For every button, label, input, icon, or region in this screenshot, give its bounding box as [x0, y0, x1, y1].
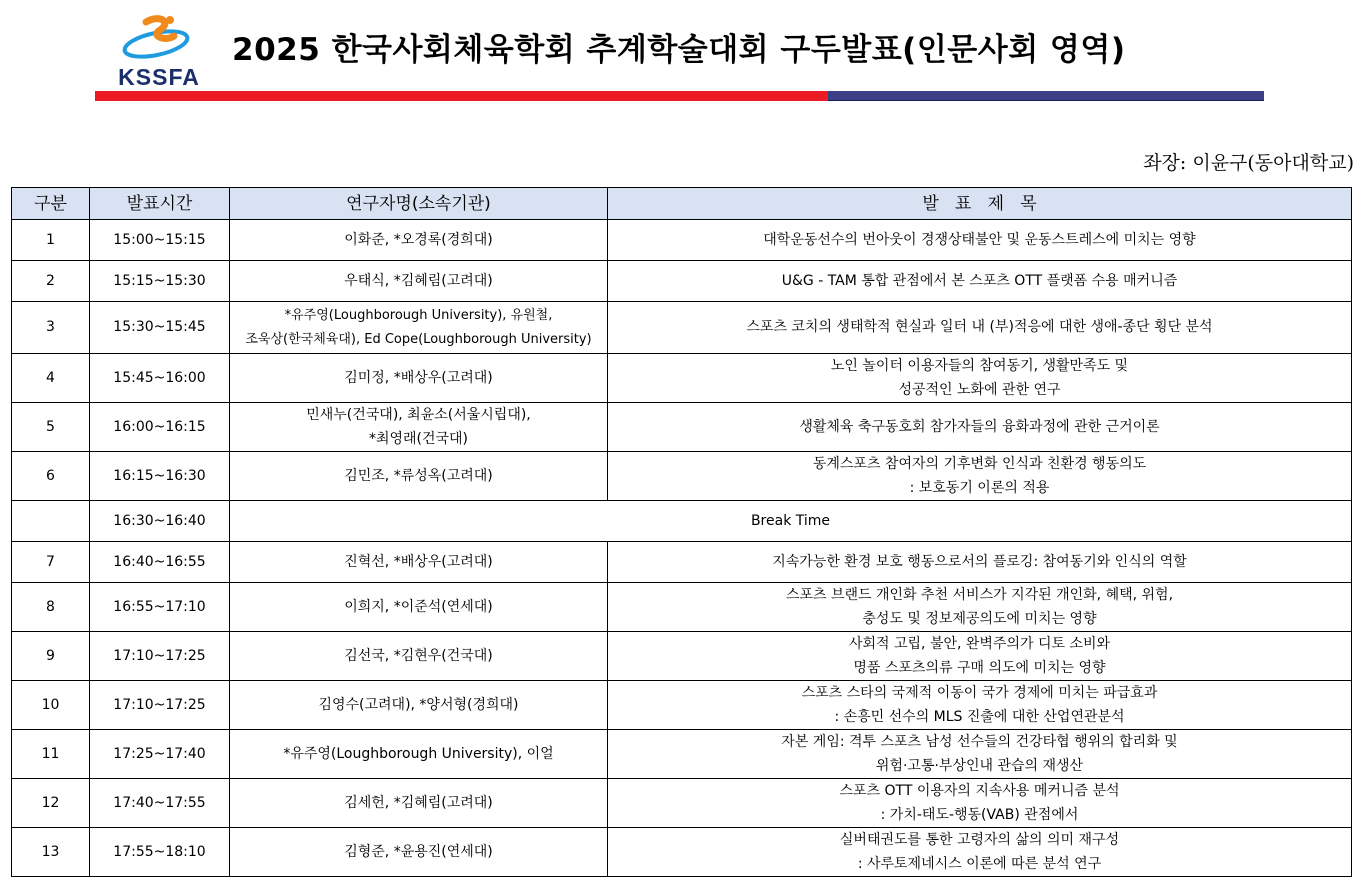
cell-authors-line: 이희지, *이준석(연세대) — [344, 598, 493, 615]
header-authors: 연구자명(소속기관) — [230, 188, 608, 220]
cell-title-line: 생활체육 축구동호회 참가자들의 융화과정에 관한 근거이론 — [799, 418, 1160, 435]
cell-time — [90, 452, 230, 501]
cell-title-line: : 보호동기 이론의 적용 — [909, 480, 1050, 496]
cell-time-line: 16:00~16:15 — [113, 418, 206, 435]
cell-no — [12, 501, 90, 542]
table-header-row — [12, 188, 1352, 220]
header-time: 발표시간 — [90, 188, 230, 220]
cell-authors — [230, 828, 608, 877]
cell-authors-line: 김미정, *배상우(고려대) — [344, 369, 493, 386]
cell-no-line: 6 — [46, 467, 55, 484]
cell-title — [608, 730, 1352, 779]
cell-authors-line: 이화준, *오경록(경희대) — [344, 231, 493, 248]
cell-no — [12, 452, 90, 501]
cell-no-line: 11 — [41, 745, 60, 762]
cell-authors-line: 김민조, *류성옥(고려대) — [344, 467, 493, 484]
cell-title-line: : 사루토제네시스 이론에 따른 분석 연구 — [857, 856, 1102, 872]
cell-title — [608, 220, 1352, 261]
cell-title-line: 자본 게임: 격투 스포츠 남성 선수들의 건강타협 행위의 합리화 및 — [781, 734, 1178, 750]
cell-authors — [230, 583, 608, 632]
cell-no — [12, 828, 90, 877]
header-no: 구분 — [12, 188, 90, 220]
cell-time-line: 16:55~17:10 — [113, 598, 206, 615]
cell-time-line: 17:55~18:10 — [113, 843, 206, 860]
cell-authors — [230, 452, 608, 501]
cell-title — [608, 779, 1352, 828]
cell-time-line: 15:00~15:15 — [113, 231, 206, 248]
cell-time-line: 17:10~17:25 — [113, 647, 206, 664]
cell-authors — [230, 302, 608, 354]
cell-time — [90, 302, 230, 354]
cell-authors-line: *유주영(Loughborough University), 유원철, — [284, 307, 553, 323]
cell-time-line: 17:40~17:55 — [113, 794, 206, 811]
cell-time — [90, 403, 230, 452]
cell-authors — [230, 220, 608, 261]
cell-break-line: Break Time — [750, 512, 831, 529]
cell-authors-line: 김형준, *윤용진(연세대) — [344, 843, 493, 860]
cell-no — [12, 220, 90, 261]
cell-title-line: 노인 놀이터 이용자들의 참여동기, 생활만족도 및 — [830, 358, 1129, 374]
cell-time — [90, 730, 230, 779]
cell-authors-line: 김선국, *김현우(건국대) — [344, 647, 493, 664]
header-title: 발 표 제 목 — [608, 188, 1352, 220]
cell-time-line: 15:15~15:30 — [113, 272, 206, 289]
cell-authors — [230, 730, 608, 779]
cell-no — [12, 302, 90, 354]
cell-authors — [230, 261, 608, 302]
cell-title-line: 명품 스포츠의류 구매 의도에 미치는 영향 — [853, 660, 1106, 676]
cell-title — [608, 403, 1352, 452]
cell-no — [12, 261, 90, 302]
table-row — [12, 220, 1352, 261]
cell-authors — [230, 632, 608, 681]
cell-title-line: : 손흥민 선수의 MLS 진출에 대한 산업연관분석 — [834, 709, 1125, 725]
table-row — [12, 730, 1352, 779]
cell-no-line: 8 — [46, 598, 55, 615]
cell-no — [12, 632, 90, 681]
table-row — [12, 354, 1352, 403]
cell-authors — [230, 681, 608, 730]
cell-time — [90, 583, 230, 632]
table-row — [12, 501, 1352, 542]
cell-title-line: 실버태권도를 통한 고령자의 삶의 의미 재구성 — [839, 832, 1120, 848]
cell-title — [608, 542, 1352, 583]
cell-title — [608, 452, 1352, 501]
cell-title-line: 사회적 고립, 불안, 완벽주의가 디토 소비와 — [848, 636, 1111, 652]
cell-authors — [230, 779, 608, 828]
cell-title-line: 스포츠 스타의 국제적 이동이 국가 경제에 미치는 파급효과 — [801, 685, 1158, 701]
cell-time-line: 17:10~17:25 — [113, 696, 206, 713]
cell-time — [90, 828, 230, 877]
cell-title — [608, 302, 1352, 354]
table-row — [12, 542, 1352, 583]
cell-title-line: 위험·고통·부상인내 관습의 재생산 — [875, 758, 1084, 774]
cell-title-line: 스포츠 브랜드 개인화 추천 서비스가 지각된 개인화, 혜택, 위험, — [785, 587, 1174, 603]
cell-no-line: 12 — [41, 794, 60, 811]
table-row — [12, 302, 1352, 354]
cell-title-line: 지속가능한 환경 보호 행동으로서의 플로깅: 참여동기와 인식의 역할 — [772, 553, 1187, 570]
cell-title-line: 대학운동선수의 번아웃이 경쟁상태불안 및 운동스트레스에 미치는 영향 — [763, 231, 1196, 248]
cell-time — [90, 354, 230, 403]
cell-authors-line: 김세헌, *김혜림(고려대) — [344, 794, 493, 811]
cell-no — [12, 779, 90, 828]
cell-authors-line: *유주영(Loughborough University), 이얼 — [283, 745, 554, 762]
cell-authors — [230, 542, 608, 583]
cell-time — [90, 261, 230, 302]
cell-no-line: 1 — [46, 231, 55, 248]
cell-authors — [230, 403, 608, 452]
cell-break — [230, 501, 1352, 542]
cell-title-line: 스포츠 코치의 생태학적 현실과 일터 내 (부)적응에 대한 생애-종단 횡단 분석 — [746, 319, 1213, 335]
cell-title-line: 충성도 및 정보제공의도에 미치는 영향 — [862, 611, 1097, 627]
cell-authors-line: *최영래(건국대) — [368, 431, 469, 447]
logo-mark-icon — [100, 14, 218, 66]
cell-no — [12, 681, 90, 730]
table-body — [12, 220, 1352, 877]
cell-authors-line: 우태식, *김혜림(고려대) — [344, 272, 493, 289]
cell-no — [12, 403, 90, 452]
cell-no-line: 3 — [46, 319, 55, 335]
cell-time-line: 16:40~16:55 — [113, 553, 206, 570]
cell-title — [608, 583, 1352, 632]
cell-title-line: : 가치-태도-행동(VAB) 관점에서 — [880, 807, 1079, 823]
header-bar-red — [95, 91, 828, 101]
table-row — [12, 403, 1352, 452]
cell-authors-line: 김영수(고려대), *양서형(경희대) — [318, 696, 519, 713]
cell-no-line: 7 — [46, 553, 55, 570]
cell-title — [608, 261, 1352, 302]
header-bar-line — [828, 100, 1264, 101]
cell-authors-line: 조욱상(한국체육대), Ed Cope(Loughborough University) — [245, 331, 592, 347]
cell-no-line: 9 — [46, 647, 55, 664]
cell-time — [90, 220, 230, 261]
cell-authors-line: 진혁선, *배상우(고려대) — [344, 553, 493, 570]
cell-time — [90, 501, 230, 542]
cell-time — [90, 632, 230, 681]
cell-authors-line: 민새누(건국대), 최윤소(서울시립대), — [306, 407, 531, 423]
cell-title — [608, 681, 1352, 730]
cell-title-line: U&G - TAM 통합 관점에서 본 스포츠 OTT 플랫폼 수용 매커니즘 — [781, 272, 1178, 289]
cell-no-line: 2 — [46, 272, 55, 289]
cell-title — [608, 828, 1352, 877]
cell-no — [12, 730, 90, 779]
cell-authors — [230, 354, 608, 403]
cell-time-line: 17:25~17:40 — [113, 745, 206, 762]
kssfa-logo — [100, 14, 218, 88]
table-row — [12, 632, 1352, 681]
cell-time — [90, 779, 230, 828]
session-chair: 좌장: 이윤구(동아대학교) — [1143, 152, 1354, 174]
cell-title-line: 동계스포츠 참여자의 기후변화 인식과 친환경 행동의도 — [812, 456, 1147, 472]
presentation-schedule-table — [11, 187, 1352, 877]
cell-time-line: 15:45~16:00 — [113, 369, 206, 386]
table-row — [12, 583, 1352, 632]
cell-no-line: 5 — [46, 418, 55, 435]
cell-time — [90, 542, 230, 583]
cell-title-line: 성공적인 노화에 관한 연구 — [898, 382, 1061, 398]
cell-title — [608, 632, 1352, 681]
cell-title — [608, 354, 1352, 403]
cell-no-line: 10 — [41, 696, 60, 713]
logo-text: KSSFA — [118, 64, 200, 90]
cell-title-line: 스포츠 OTT 이용자의 지속사용 메커니즘 분석 — [839, 783, 1120, 799]
table-row — [12, 452, 1352, 501]
cell-no-line: 13 — [41, 843, 60, 860]
cell-time-line: 15:30~15:45 — [113, 319, 206, 335]
table-row — [12, 779, 1352, 828]
table-row — [12, 681, 1352, 730]
cell-no — [12, 542, 90, 583]
cell-time-line: 16:30~16:40 — [113, 512, 206, 529]
cell-time-line: 16:15~16:30 — [113, 467, 206, 484]
table-row — [12, 828, 1352, 877]
page-title: 2025 한국사회체육학회 추계학술대회 구두발표(인문사회 영역) — [232, 32, 1126, 68]
table-row — [12, 261, 1352, 302]
cell-time — [90, 681, 230, 730]
cell-no-line: 4 — [46, 369, 55, 386]
cell-no — [12, 354, 90, 403]
cell-no — [12, 583, 90, 632]
